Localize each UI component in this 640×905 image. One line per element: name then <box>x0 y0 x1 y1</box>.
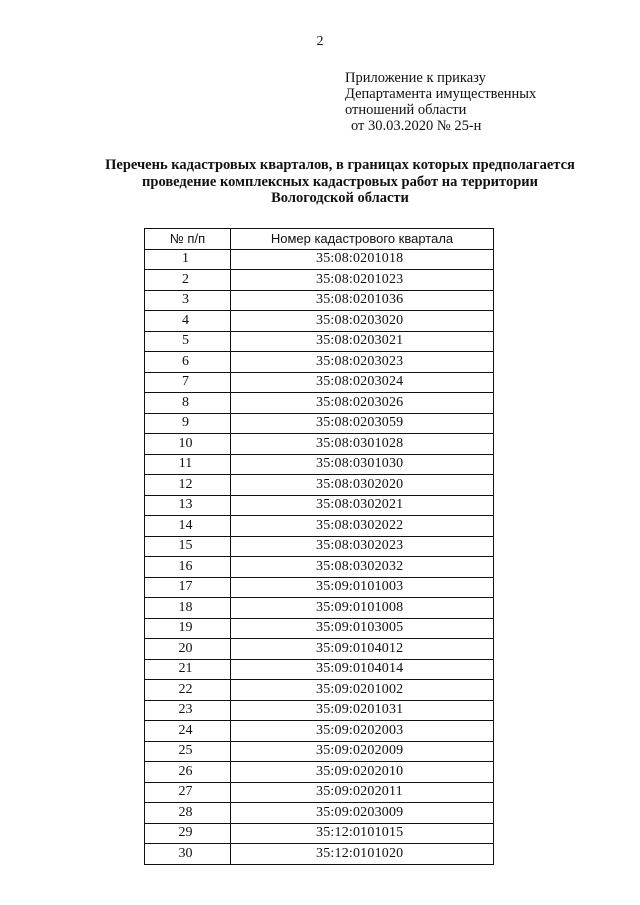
cadastral-number-cell: 35:09:0101003 <box>231 577 494 598</box>
cadastral-number-cell: 35:08:0302020 <box>231 475 494 496</box>
page-number: 2 <box>316 34 324 49</box>
cadastral-number-cell: 35:08:0301028 <box>231 434 494 455</box>
row-number-cell: 26 <box>145 762 231 783</box>
table-row <box>145 803 494 824</box>
table-row <box>145 577 494 598</box>
table-row <box>145 372 494 393</box>
row-number-cell: 27 <box>145 782 231 803</box>
cadastral-number-cell: 35:08:0302023 <box>231 536 494 557</box>
table-row <box>145 536 494 557</box>
row-number-cell: 25 <box>145 741 231 762</box>
row-number-cell: 17 <box>145 577 231 598</box>
row-number-cell: 9 <box>145 413 231 434</box>
table-row <box>145 475 494 496</box>
cadastral-number-cell: 35:09:0201002 <box>231 680 494 701</box>
row-number-cell: 20 <box>145 639 231 660</box>
cadastral-number-cell: 35:09:0202009 <box>231 741 494 762</box>
cadastral-number-cell: 35:09:0104014 <box>231 659 494 680</box>
row-number-cell: 11 <box>145 454 231 475</box>
table-row <box>145 782 494 803</box>
table-row <box>145 823 494 844</box>
table-row <box>145 516 494 537</box>
table-row <box>145 618 494 639</box>
table-row <box>145 659 494 680</box>
appendix-line-1: Приложение к приказу <box>345 70 486 86</box>
table-row <box>145 249 494 270</box>
table-row <box>145 311 494 332</box>
row-number-cell: 15 <box>145 536 231 557</box>
row-number-cell: 1 <box>145 249 231 270</box>
table-row <box>145 741 494 762</box>
cadastral-number-cell: 35:08:0302032 <box>231 557 494 578</box>
row-number-cell: 10 <box>145 434 231 455</box>
row-number-cell: 13 <box>145 495 231 516</box>
row-number-cell: 29 <box>145 823 231 844</box>
cadastral-number-cell: 35:09:0101008 <box>231 598 494 619</box>
cadastral-number-cell: 35:08:0203024 <box>231 372 494 393</box>
table-row <box>145 680 494 701</box>
table-row <box>145 434 494 455</box>
row-number-cell: 12 <box>145 475 231 496</box>
table-row <box>145 557 494 578</box>
row-number-cell: 24 <box>145 721 231 742</box>
table-body <box>145 249 494 864</box>
row-number-cell: 16 <box>145 557 231 578</box>
cadastral-number-cell: 35:12:0101015 <box>231 823 494 844</box>
cadastral-number-cell: 35:09:0202011 <box>231 782 494 803</box>
table-header-row <box>145 229 494 250</box>
table-row <box>145 762 494 783</box>
table-row <box>145 352 494 373</box>
title-line-3: Вологодской области <box>271 190 409 206</box>
cadastral-number-cell: 35:09:0103005 <box>231 618 494 639</box>
document-title <box>60 157 620 207</box>
appendix-header <box>345 70 536 134</box>
cadastral-number-cell: 35:08:0203026 <box>231 393 494 414</box>
cadastral-number-cell: 35:08:0201036 <box>231 290 494 311</box>
cadastral-number-cell: 35:08:0301030 <box>231 454 494 475</box>
row-number-cell: 6 <box>145 352 231 373</box>
cadastral-number-cell: 35:08:0203059 <box>231 413 494 434</box>
table-row <box>145 454 494 475</box>
table-row <box>145 290 494 311</box>
cadastral-number-cell: 35:09:0203009 <box>231 803 494 824</box>
appendix-line-4: от 30.03.2020 № 25-н <box>351 118 482 134</box>
cadastral-number-cell: 35:08:0201018 <box>231 249 494 270</box>
title-line-2: проведение комплексных кадастровых работ на территории <box>142 173 538 190</box>
title-line-1: Перечень кадастровых кварталов, в границах которых предполагается <box>105 157 575 173</box>
row-number-cell: 5 <box>145 331 231 352</box>
header-code: Номер кадастрового квартала <box>231 229 494 250</box>
table-row <box>145 598 494 619</box>
row-number-cell: 8 <box>145 393 231 414</box>
row-number-cell: 23 <box>145 700 231 721</box>
row-number-cell: 7 <box>145 372 231 393</box>
row-number-cell: 22 <box>145 680 231 701</box>
row-number-cell: 30 <box>145 844 231 865</box>
header-num: № п/п <box>145 229 231 250</box>
cadastral-number-cell: 35:08:0302021 <box>231 495 494 516</box>
table-row <box>145 639 494 660</box>
cadastral-number-cell: 35:08:0201023 <box>231 270 494 291</box>
row-number-cell: 28 <box>145 803 231 824</box>
table-row <box>145 331 494 352</box>
cadastral-number-cell: 35:09:0202003 <box>231 721 494 742</box>
row-number-cell: 2 <box>145 270 231 291</box>
cadastral-number-cell: 35:12:0101020 <box>231 844 494 865</box>
row-number-cell: 4 <box>145 311 231 332</box>
cadastral-number-cell: 35:08:0302022 <box>231 516 494 537</box>
cadastral-number-cell: 35:08:0203023 <box>231 352 494 373</box>
table-row <box>145 495 494 516</box>
appendix-line-2: Департамента имущественных <box>345 86 537 102</box>
cadastral-number-cell: 35:08:0203020 <box>231 311 494 332</box>
row-number-cell: 19 <box>145 618 231 639</box>
cadastral-number-cell: 35:09:0201031 <box>231 700 494 721</box>
row-number-cell: 3 <box>145 290 231 311</box>
row-number-cell: 18 <box>145 598 231 619</box>
cadastral-number-cell: 35:09:0104012 <box>231 639 494 660</box>
row-number-cell: 21 <box>145 659 231 680</box>
cadastral-number-cell: 35:09:0202010 <box>231 762 494 783</box>
cadastral-number-cell: 35:08:0203021 <box>231 331 494 352</box>
table-row <box>145 721 494 742</box>
cadastral-quarters-table <box>144 228 494 865</box>
table-row <box>145 844 494 865</box>
row-number-cell: 14 <box>145 516 231 537</box>
table-row <box>145 413 494 434</box>
table-row <box>145 700 494 721</box>
appendix-line-3: отношений области <box>345 102 467 118</box>
table-row <box>145 393 494 414</box>
table-row <box>145 270 494 291</box>
